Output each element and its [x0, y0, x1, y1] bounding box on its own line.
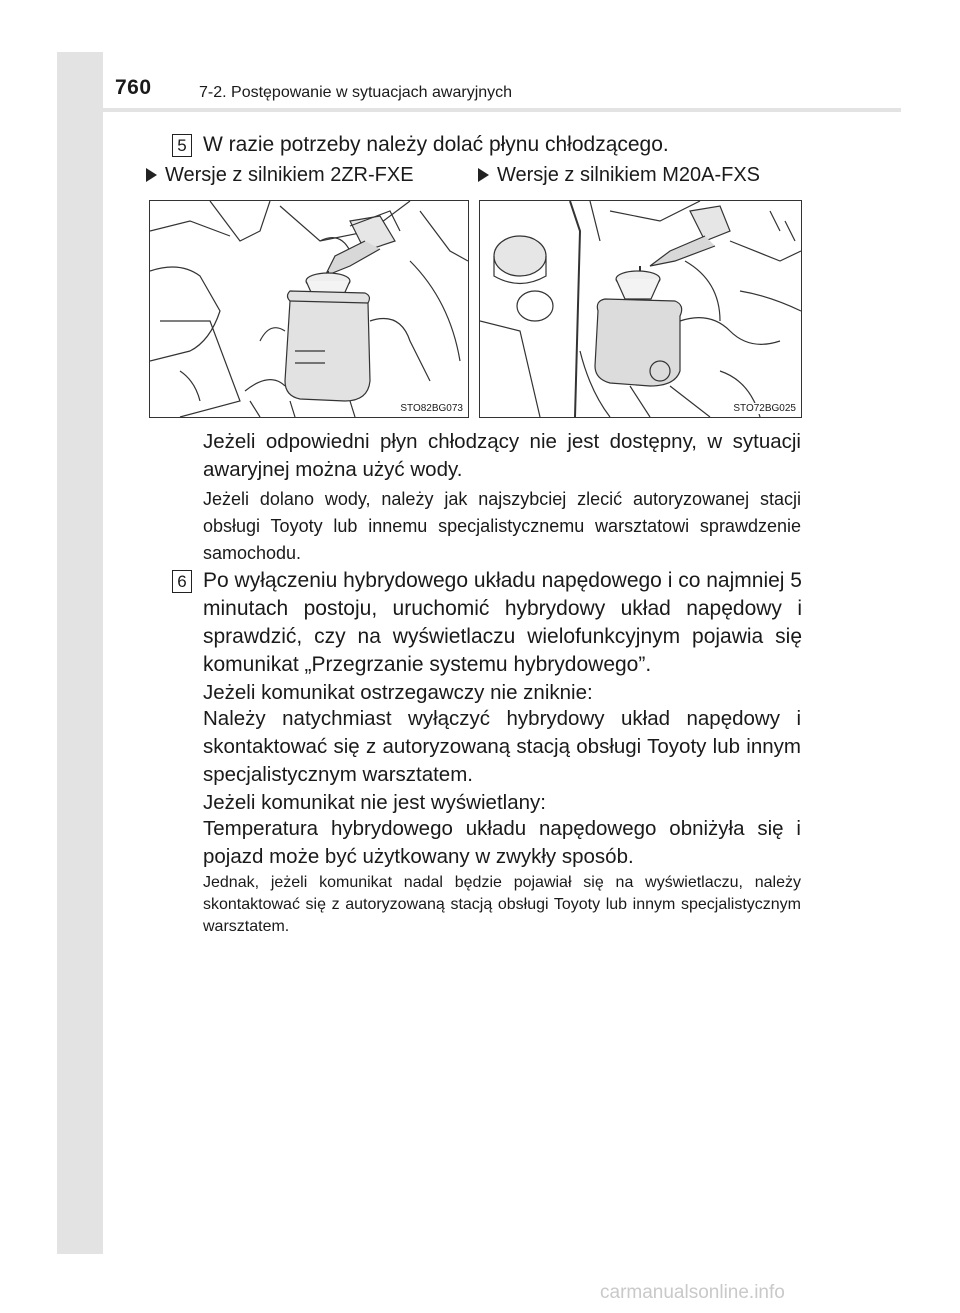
variant-label-2zr: Wersje z silnikiem 2ZR-FXE — [146, 164, 414, 187]
triangle-right-icon — [478, 168, 489, 182]
case-gone-small-note: Jednak, jeżeli komunikat nadal będzie pojawiał się na wyświetlaczu, należy skontaktować się z autoryzowaną stacją obsługi Toyoty lub innym specjalistycznym warsztatem. — [203, 874, 801, 935]
figure-code: STO72BG025 — [733, 403, 796, 414]
case-gone-heading: Jeżeli komunikat nie jest wyświetlany: — [203, 791, 546, 814]
figure-2zr-engine — [149, 200, 469, 418]
coolant-refill-illustration — [150, 201, 468, 417]
case-gone-body: Temperatura hybrydowego układu napędowego obniżyła się i pojazd może być użytkowany w zwykły sposób. — [203, 817, 801, 868]
watermark: carmanualsonline.info — [600, 1282, 785, 1303]
note-service-check: Jeżeli dolano wody, należy jak najszybciej zlecić autoryzowanej stacji obsługi Toyoty lub innemu specjalistycznemu warsztatowi sprawdzenie samochodu. — [203, 489, 801, 563]
variant-label-m20a: Wersje z silnikiem M20A-FXS — [478, 164, 760, 187]
step-5 — [172, 131, 802, 159]
left-margin-bar — [57, 52, 103, 1254]
triangle-right-icon — [146, 168, 157, 182]
header-rule — [103, 108, 901, 112]
step-number-badge: 5 — [172, 134, 192, 157]
step-number-badge: 6 — [172, 570, 192, 593]
step-text: Po wyłączeniu hybrydowego układu napędowego i co najmniej 5 minutach postoju, uruchomić hybrydowy układ napędowy i sprawdzić, czy na wyświetlaczu wielofunkcyjnym pojawia się komunikat „Przegrzanie systemu hybrydowego”. — [203, 569, 802, 676]
case-persist-heading: Jeżeli komunikat ostrzegawczy nie zniknie: — [203, 681, 593, 704]
page-number: 760 — [115, 76, 152, 99]
note-water-substitute: Jeżeli odpowiedni płyn chłodzący nie jest dostępny, w sytuacji awaryjnej można użyć wody. — [203, 430, 801, 481]
figure-m20a-engine — [479, 200, 802, 418]
case-persist-body: Należy natychmiast wyłączyć hybrydowy układ napędowy i skontaktować się z autoryzowaną stacją obsługi Toyoty lub innym specjalistycznym warsztatem. — [203, 707, 801, 786]
step-text: W razie potrzeby należy dolać płynu chłodzącego. — [203, 133, 669, 156]
step-6 — [172, 567, 802, 679]
coolant-refill-illustration — [480, 201, 801, 417]
section-title: 7-2. Postępowanie w sytuacjach awaryjnych — [199, 84, 513, 101]
figure-code: STO82BG073 — [400, 403, 463, 414]
